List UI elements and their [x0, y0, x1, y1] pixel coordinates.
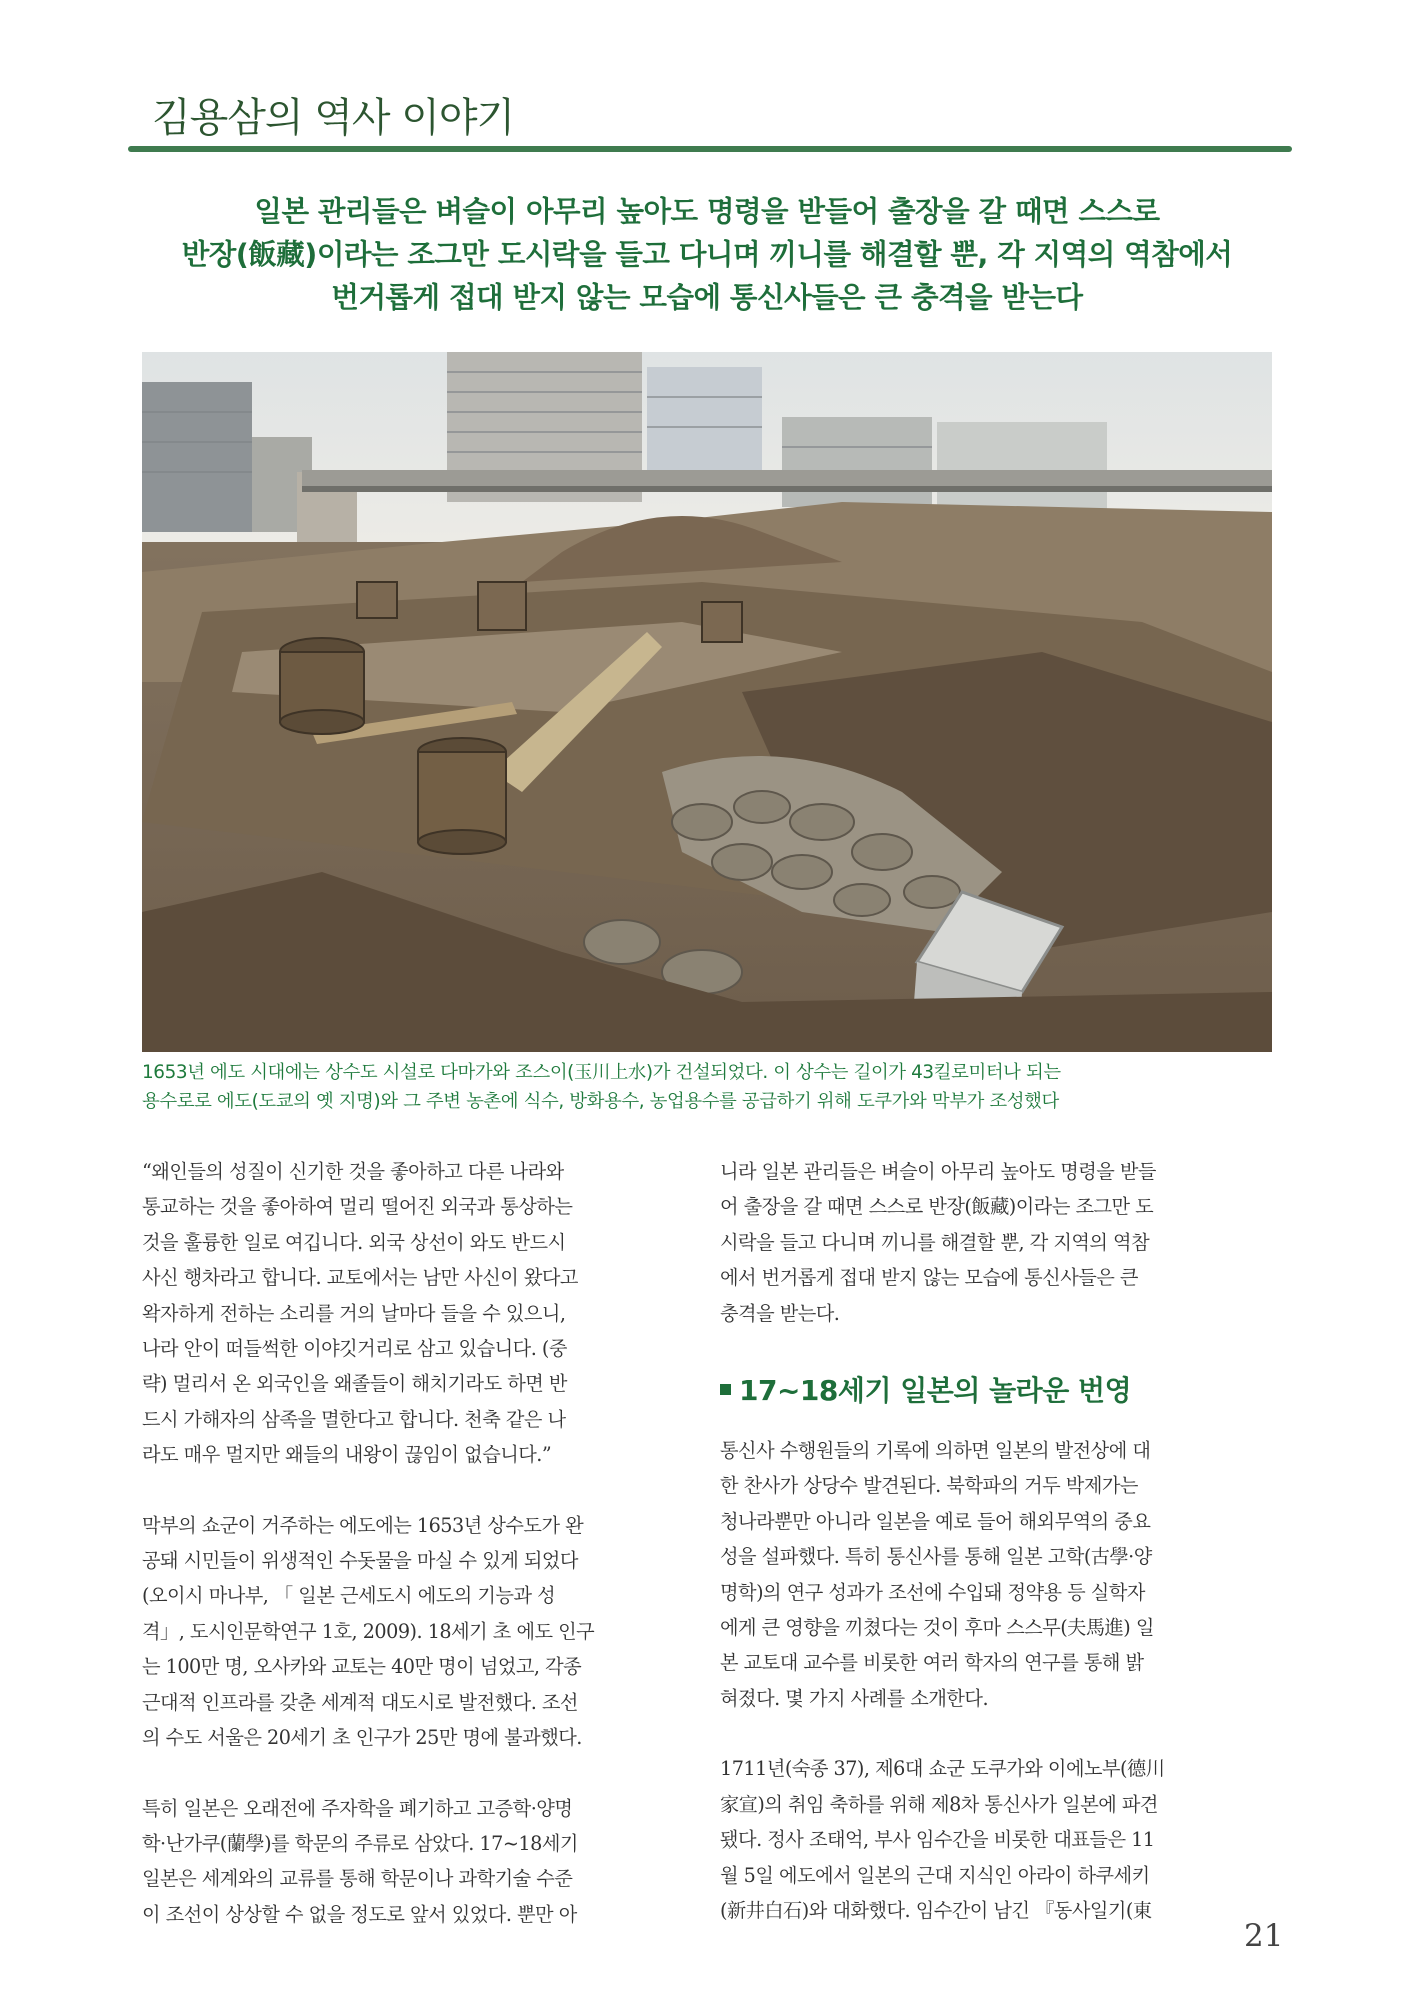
body-line: 사신 행차라고 합니다. 교토에서는 남만 사신이 왔다고 [142, 1266, 578, 1290]
body-line: 혀졌다. 몇 가지 사례를 소개한다. [720, 1686, 989, 1710]
title-rule [128, 146, 1292, 152]
headline-line: 일본 관리들은 벼슬이 아무리 높아도 명령을 받들어 출장을 갈 때면 스스로 [254, 195, 1160, 228]
body-line: 는 100만 명, 오사카와 교토는 40만 명이 넘었고, 각종 [142, 1655, 582, 1679]
body-line: 니라 일본 관리들은 벼슬이 아무리 높아도 명령을 받들 [720, 1160, 1156, 1183]
body-line: 격」, 도시인문학연구 1호, 2009). 18세기 초 에도 인구 [142, 1619, 595, 1643]
excavation-photo-illustration [142, 352, 1272, 1052]
excavation-photo [142, 352, 1272, 1052]
body-line: 어 출장을 갈 때면 스스로 반장(飯藏)이라는 조그만 도 [720, 1195, 1154, 1219]
body-line: 의 수도 서울은 20세기 초 인구가 25만 명에 불과했다. [142, 1726, 582, 1750]
body-line: 특히 일본은 오래전에 주자학을 폐기하고 고증학·양명 [142, 1796, 573, 1820]
body-line: 본 교토대 교수를 비롯한 여러 학자의 연구를 통해 밝 [720, 1651, 1144, 1675]
article-column-right [720, 1154, 1276, 1928]
page-number: 21 [1244, 1918, 1284, 1954]
body-line: 청나라뿐만 아니라 일본을 예로 들어 해외무역의 중요 [720, 1509, 1151, 1533]
body-line: (오이시 마나부, 「 일본 근세도시 에도의 기능과 성 [142, 1584, 556, 1608]
body-line: 에게 큰 영향을 끼쳤다는 것이 후마 스스무(夫馬進) 일 [720, 1616, 1154, 1640]
section-heading [720, 1371, 1276, 1411]
body-line: 막부의 쇼군이 거주하는 에도에는 1653년 상수도가 완 [142, 1513, 584, 1537]
body-line: 것을 훌륭한 일로 여깁니다. 외국 상선이 와도 반드시 [142, 1230, 566, 1254]
body-line: 략) 멀리서 온 외국인을 왜졸들이 해치기라도 하면 반 [142, 1372, 567, 1396]
body-paragraph [720, 1433, 1276, 1716]
body-paragraph [720, 1751, 1276, 1928]
headline [140, 190, 1274, 319]
body-line: 공돼 시민들이 위생적인 수돗물을 마실 수 있게 되었다 [142, 1549, 578, 1573]
body-line: 나라 안이 떠들썩한 이야깃거리로 삼고 있습니다. (중 [142, 1337, 567, 1361]
body-paragraph [142, 1791, 698, 1933]
body-line: 이 조선이 상상할 수 없을 정도로 앞서 있었다. 뿐만 아 [142, 1902, 577, 1926]
body-line: “왜인들의 성질이 신기한 것을 좋아하고 다른 나라와 [142, 1160, 564, 1183]
body-line: 월 5일 에도에서 일본의 근대 지식인 아라이 하쿠세키 [720, 1863, 1150, 1887]
body-line: 家宣)의 취임 축하를 위해 제8차 통신사가 일본에 파견 [720, 1792, 1158, 1816]
body-paragraph [142, 1508, 698, 1756]
body-line: 통신사 수행원들의 기록에 의하면 일본의 발전상에 대 [720, 1439, 1151, 1463]
body-line: 1711년(숙종 37), 제6대 쇼군 도쿠가와 이에노부(德川 [720, 1757, 1165, 1781]
quote-paragraph [142, 1154, 698, 1473]
article-column-left [142, 1154, 698, 1932]
body-line: 드시 가해자의 삼족을 멸한다고 합니다. 천축 같은 나 [142, 1407, 566, 1431]
headline-line: 번거롭게 접대 받지 않는 모습에 통신사들은 큰 충격을 받는다 [331, 281, 1083, 314]
section-heading-text: 17~18세기 일본의 놀라운 번영 [739, 1374, 1132, 1408]
body-line: 됐다. 정사 조태억, 부사 임수간을 비롯한 대표들은 11 [720, 1828, 1155, 1852]
body-line: 일본은 세계와의 교류를 통해 학문이나 과학기술 수준 [142, 1867, 573, 1891]
square-bullet-icon [720, 1384, 731, 1395]
caption-line: 용수로로 에도(도쿄의 옛 지명)와 그 주변 농촌에 식수, 방화용수, 농업용수를 공급하기 위해 도쿠가와 막부가 조성했다 [142, 1091, 1059, 1112]
body-line: 라도 매우 멀지만 왜들의 내왕이 끊임이 없습니다.” [142, 1443, 552, 1467]
body-line: 충격을 받는다. [720, 1301, 840, 1325]
series-title: 김용삼의 역사 이야기 [152, 95, 515, 141]
headline-line: 반장(飯藏)이라는 조그만 도시락을 들고 다니며 끼니를 해결할 뿐, 각 지역의 역참에서 [181, 238, 1233, 271]
body-line: (新井白石)와 대화했다. 임수간이 남긴 『동사일기(東 [720, 1898, 1152, 1922]
body-line: 성을 설파했다. 특히 통신사를 통해 일본 고학(古學·양 [720, 1545, 1152, 1569]
body-line: 학·난가쿠(蘭學)를 학문의 주류로 삼았다. 17~18세기 [142, 1831, 578, 1855]
body-line: 에서 번거롭게 접대 받지 않는 모습에 통신사들은 큰 [720, 1266, 1138, 1290]
photo-caption [142, 1058, 1282, 1116]
body-paragraph [720, 1154, 1276, 1331]
body-line: 통교하는 것을 좋아하여 멀리 떨어진 외국과 통상하는 [142, 1195, 573, 1219]
body-line: 시락을 들고 다니며 끼니를 해결할 뿐, 각 지역의 역참 [720, 1230, 1150, 1254]
body-line: 왁자하게 전하는 소리를 거의 날마다 들을 수 있으니, [142, 1301, 566, 1325]
body-line: 근대적 인프라를 갖춘 세계적 대도시로 발전했다. 조선 [142, 1690, 578, 1714]
body-line: 명학)의 연구 성과가 조선에 수입돼 정약용 등 실학자 [720, 1580, 1145, 1604]
caption-line: 1653년 에도 시대에는 상수도 시설로 다마가와 조스이(玉川上水)가 건설되었다. 이 상수는 길이가 43킬로미터나 되는 [142, 1062, 1061, 1083]
body-line: 한 찬사가 상당수 발견된다. 북학파의 거두 박제가는 [720, 1474, 1138, 1498]
